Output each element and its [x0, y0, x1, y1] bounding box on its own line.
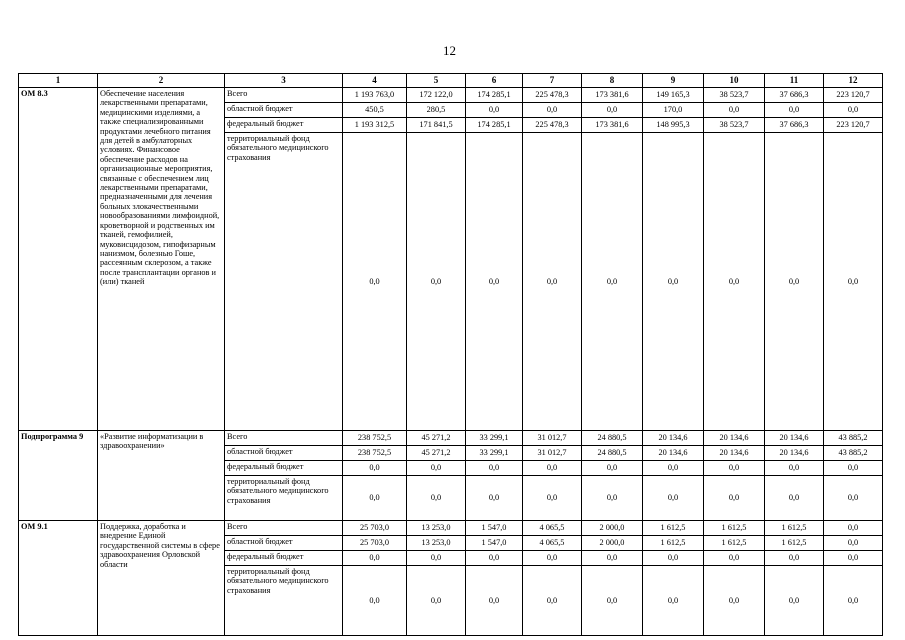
amount-cell: 0,0 [343, 461, 407, 476]
program-name-cell: Обеспечение населения лекарственными препаратами, медицинскими изделиями, а также специализированными продуктами лечебного питания для детей в амбулаторных условиях. Финансовое обеспечение расходов на организационные мероприятия, связанные с обеспечением лиц лекарственными препаратами, предназначенными для лечения больных злокачественными новообразованиями лимфоидной, кроветворной и родственных им тканей, гемофилией, муковисцидозом, гипофизарным нанизмом, болезнью Гоше, рассеянным склерозом, а также после трансплантации органов и (или) тканей [98, 88, 225, 431]
amount-cell: 174 285,1 [466, 118, 523, 133]
amount-cell: 172 122,0 [407, 88, 466, 103]
funding-source-cell: Всего [225, 431, 343, 446]
program-name-cell: Поддержка, доработка и внедрение Единой государственной системы в сфере здравоохранения Орловской области [98, 521, 225, 636]
amount-cell: 0,0 [582, 133, 643, 431]
amount-cell: 0,0 [523, 133, 582, 431]
amount-cell: 0,0 [582, 566, 643, 636]
amount-cell: 37 686,3 [765, 118, 824, 133]
budget-table [18, 73, 883, 636]
amount-cell: 223 120,7 [824, 118, 883, 133]
amount-cell: 0,0 [643, 551, 704, 566]
amount-cell: 0,0 [407, 461, 466, 476]
amount-cell: 0,0 [523, 476, 582, 521]
amount-cell: 450,5 [343, 103, 407, 118]
amount-cell: 20 134,6 [704, 446, 765, 461]
column-header: 6 [466, 74, 523, 88]
amount-cell: 0,0 [523, 551, 582, 566]
amount-cell: 0,0 [343, 133, 407, 431]
amount-cell: 0,0 [343, 551, 407, 566]
funding-source-cell: федеральный бюджет [225, 118, 343, 133]
amount-cell: 1 193 763,0 [343, 88, 407, 103]
amount-cell: 0,0 [824, 566, 883, 636]
amount-cell: 0,0 [765, 103, 824, 118]
amount-cell: 37 686,3 [765, 88, 824, 103]
amount-cell: 20 134,6 [704, 431, 765, 446]
amount-cell: 0,0 [765, 461, 824, 476]
amount-cell: 0,0 [466, 133, 523, 431]
header-row [19, 74, 883, 88]
amount-cell: 43 885,2 [824, 431, 883, 446]
amount-cell: 13 253,0 [407, 536, 466, 551]
funding-source-cell: Всего [225, 88, 343, 103]
amount-cell: 20 134,6 [765, 446, 824, 461]
column-header: 8 [582, 74, 643, 88]
amount-cell: 0,0 [824, 536, 883, 551]
amount-cell: 0,0 [582, 103, 643, 118]
program-code-cell: ОМ 8.3 [19, 88, 98, 431]
amount-cell: 1 612,5 [765, 536, 824, 551]
amount-cell: 24 880,5 [582, 446, 643, 461]
amount-cell: 45 271,2 [407, 446, 466, 461]
program-code-cell: Подпрограмма 9 [19, 431, 98, 521]
amount-cell: 4 065,5 [523, 536, 582, 551]
funding-source-cell: областной бюджет [225, 536, 343, 551]
amount-cell: 0,0 [704, 461, 765, 476]
amount-cell: 20 134,6 [643, 431, 704, 446]
amount-cell: 0,0 [407, 476, 466, 521]
amount-cell: 173 381,6 [582, 118, 643, 133]
funding-source-cell: федеральный бюджет [225, 461, 343, 476]
amount-cell: 0,0 [466, 103, 523, 118]
amount-cell: 0,0 [343, 566, 407, 636]
amount-cell: 170,0 [643, 103, 704, 118]
amount-cell: 0,0 [582, 476, 643, 521]
funding-source-cell: Всего [225, 521, 343, 536]
column-header: 3 [225, 74, 343, 88]
program-name-cell: «Развитие информатизации в здравоохранении» [98, 431, 225, 521]
table-row [19, 431, 883, 446]
funding-source-cell: областной бюджет [225, 103, 343, 118]
amount-cell: 0,0 [824, 133, 883, 431]
amount-cell: 0,0 [765, 476, 824, 521]
amount-cell: 2 000,0 [582, 536, 643, 551]
amount-cell: 38 523,7 [704, 88, 765, 103]
amount-cell: 0,0 [466, 566, 523, 636]
table-row [19, 88, 883, 103]
funding-source-cell: территориальный фонд обязательного медицинского страхования [225, 133, 343, 431]
amount-cell: 0,0 [523, 461, 582, 476]
amount-cell: 0,0 [466, 476, 523, 521]
amount-cell: 0,0 [643, 133, 704, 431]
page-number: 12 [443, 43, 456, 58]
amount-cell: 0,0 [704, 133, 765, 431]
amount-cell: 25 703,0 [343, 521, 407, 536]
amount-cell: 223 120,7 [824, 88, 883, 103]
amount-cell: 0,0 [824, 461, 883, 476]
amount-cell: 0,0 [407, 566, 466, 636]
amount-cell: 0,0 [704, 476, 765, 521]
amount-cell: 43 885,2 [824, 446, 883, 461]
amount-cell: 1 612,5 [704, 536, 765, 551]
amount-cell: 13 253,0 [407, 521, 466, 536]
column-header: 4 [343, 74, 407, 88]
amount-cell: 0,0 [343, 476, 407, 521]
amount-cell: 171 841,5 [407, 118, 466, 133]
amount-cell: 0,0 [704, 566, 765, 636]
amount-cell: 0,0 [704, 103, 765, 118]
amount-cell: 238 752,5 [343, 446, 407, 461]
amount-cell: 0,0 [824, 103, 883, 118]
amount-cell: 31 012,7 [523, 446, 582, 461]
column-header: 9 [643, 74, 704, 88]
amount-cell: 0,0 [643, 461, 704, 476]
amount-cell: 0,0 [643, 476, 704, 521]
amount-cell: 0,0 [407, 133, 466, 431]
amount-cell: 0,0 [582, 551, 643, 566]
amount-cell: 0,0 [407, 551, 466, 566]
amount-cell: 0,0 [582, 461, 643, 476]
amount-cell: 1 612,5 [704, 521, 765, 536]
column-header: 2 [98, 74, 225, 88]
column-header: 11 [765, 74, 824, 88]
amount-cell: 0,0 [523, 103, 582, 118]
column-header: 7 [523, 74, 582, 88]
funding-source-cell: федеральный бюджет [225, 551, 343, 566]
amount-cell: 20 134,6 [643, 446, 704, 461]
amount-cell: 148 995,3 [643, 118, 704, 133]
amount-cell: 38 523,7 [704, 118, 765, 133]
column-header: 10 [704, 74, 765, 88]
amount-cell: 24 880,5 [582, 431, 643, 446]
funding-source-cell: областной бюджет [225, 446, 343, 461]
column-header: 1 [19, 74, 98, 88]
funding-source-cell: территориальный фонд обязательного медицинского страхования [225, 476, 343, 521]
amount-cell: 225 478,3 [523, 88, 582, 103]
amount-cell: 1 612,5 [643, 536, 704, 551]
amount-cell: 149 165,3 [643, 88, 704, 103]
amount-cell: 0,0 [765, 133, 824, 431]
amount-cell: 0,0 [466, 551, 523, 566]
table-row [19, 521, 883, 536]
amount-cell: 0,0 [765, 551, 824, 566]
amount-cell: 33 299,1 [466, 446, 523, 461]
amount-cell: 1 547,0 [466, 536, 523, 551]
amount-cell: 1 612,5 [643, 521, 704, 536]
amount-cell: 20 134,6 [765, 431, 824, 446]
amount-cell: 33 299,1 [466, 431, 523, 446]
amount-cell: 0,0 [523, 566, 582, 636]
amount-cell: 0,0 [704, 551, 765, 566]
amount-cell: 1 612,5 [765, 521, 824, 536]
amount-cell: 4 065,5 [523, 521, 582, 536]
amount-cell: 45 271,2 [407, 431, 466, 446]
funding-source-cell: территориальный фонд обязательного медицинского страхования [225, 566, 343, 636]
amount-cell: 31 012,7 [523, 431, 582, 446]
amount-cell: 173 381,6 [582, 88, 643, 103]
program-code-cell: ОМ 9.1 [19, 521, 98, 636]
amount-cell: 0,0 [765, 566, 824, 636]
column-header: 12 [824, 74, 883, 88]
amount-cell: 238 752,5 [343, 431, 407, 446]
amount-cell: 0,0 [824, 551, 883, 566]
amount-cell: 25 703,0 [343, 536, 407, 551]
amount-cell: 2 000,0 [582, 521, 643, 536]
amount-cell: 0,0 [466, 461, 523, 476]
amount-cell: 0,0 [643, 566, 704, 636]
amount-cell: 0,0 [824, 476, 883, 521]
amount-cell: 280,5 [407, 103, 466, 118]
amount-cell: 225 478,3 [523, 118, 582, 133]
amount-cell: 1 547,0 [466, 521, 523, 536]
amount-cell: 1 193 312,5 [343, 118, 407, 133]
column-header: 5 [407, 74, 466, 88]
amount-cell: 174 285,1 [466, 88, 523, 103]
amount-cell: 0,0 [824, 521, 883, 536]
